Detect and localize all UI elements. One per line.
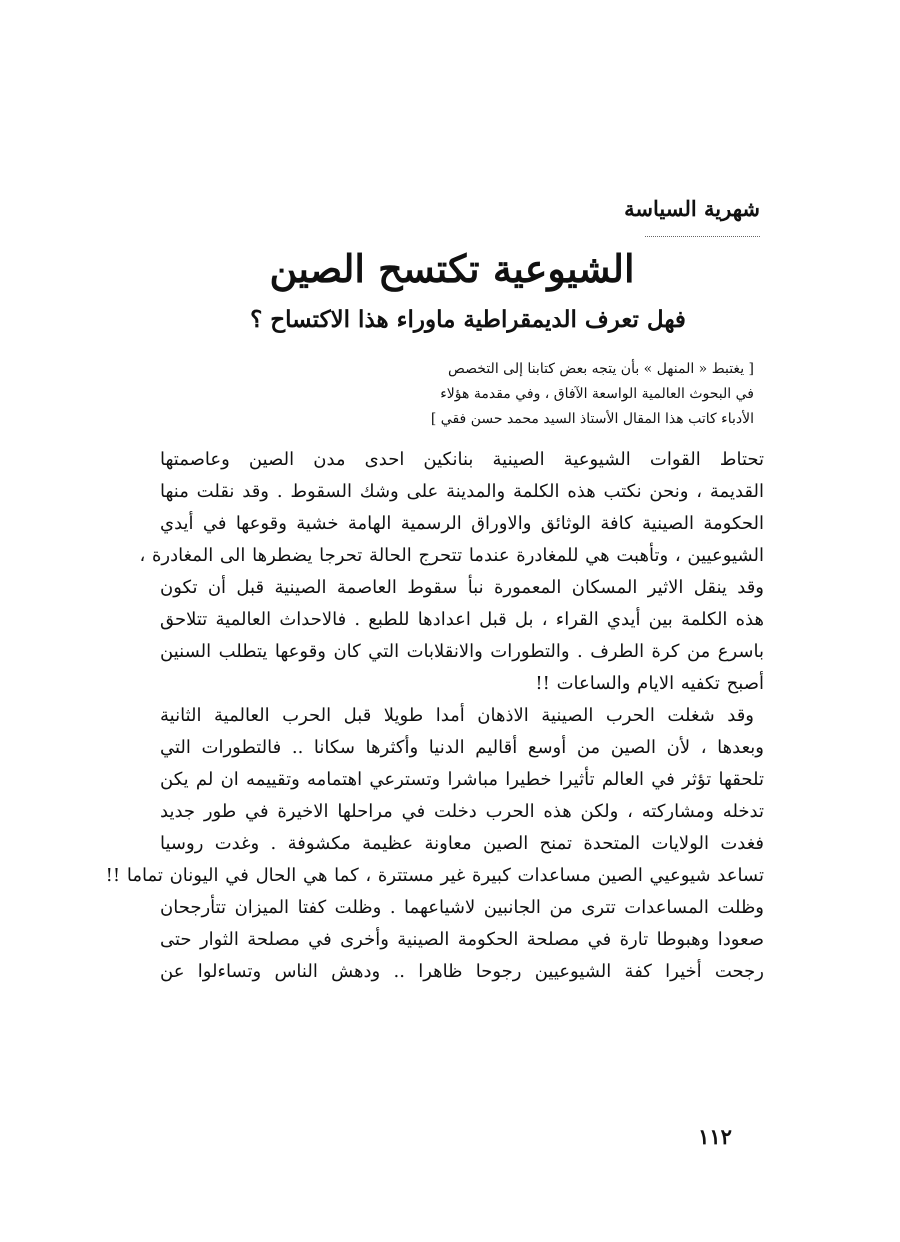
body-line: فغدت الولايات المتحدة تمنح الصين معاونة عظيمة مكشوفة . وغدت روسيا (160, 833, 764, 854)
body-line: تدخله ومشاركته ، ولكن هذه الحرب دخلت في مراحلها الاخيرة في طور جديد (160, 801, 764, 822)
body-line: وقد ينقل الاثير المسكان المعمورة نبأ سقوط العاصمة الصينية قبل أن تكون (160, 577, 764, 598)
article-subheadline: فهل تعرف الديمقراطية ماوراء هذا الاكتساح ؟ (250, 306, 686, 333)
editor-note-line: [ يغتبط « المنهل » بأن يتجه بعض كتابنا إلى التخصص (448, 361, 754, 377)
page-number: ١١٢ (698, 1124, 732, 1149)
body-line: تساعد شيوعيي الصين مساعدات كبيرة غير مستترة ، كما هي الحال في اليونان تماما !! (105, 865, 764, 886)
section-label: شهرية السياسة (624, 196, 760, 221)
body-line: وقد شغلت الحرب الصينية الاذهان أمدا طويلا قبل الحرب العالمية الثانية (160, 705, 754, 726)
article-body (105, 444, 764, 988)
body-line: الحكومة الصينية كافة الوثائق والاوراق الرسمية الهامة خشية وقوعها في أيدي (160, 513, 764, 534)
body-line: القديمة ، ونحن نكتب هذه الكلمة والمدينة على وشك السقوط . وقد نقلت منها (160, 481, 764, 502)
body-line: أصبح تكفيه الايام والساعات !! (535, 673, 764, 694)
body-line: الشيوعيين ، وتأهبت هي للمغادرة عندما تتحرج الحالة تحرجا يضطرها الى المغادرة ، (139, 545, 764, 566)
body-line: باسرع من كرة الطرف . والتطورات والانقلابات التي كان وقوعها يتطلب السنين (160, 641, 764, 662)
body-line: وظلت المساعدات تترى من الجانبين لاشياعهما . وظلت كفتا الميزان تتأرجحان (160, 897, 764, 918)
body-line: تلحقها تؤثر في العالم تأثيرا خطيرا مباشرا وتسترعي اهتمامه وتقييمه ان لم يكن (160, 769, 764, 790)
editor-note-line: الأدباء كاتب هذا المقال الأستاذ السيد محمد حسن فقي ] (430, 411, 754, 427)
editor-note (190, 357, 754, 432)
article-headline: الشيوعية تكتسح الصين (269, 246, 635, 291)
body-line: وبعدها ، لأن الصين من أوسع أقاليم الدنيا وأكثرها سكانا .. فالتطورات التي (160, 737, 764, 758)
body-line: تحتاط القوات الشيوعية الصينية بنانكين احدى مدن الصين وعاصمتها (160, 449, 764, 470)
section-rule-divider (645, 236, 760, 237)
editor-note-line: في البحوث العالمية الواسعة الآفاق ، وفي مقدمة هؤلاء (440, 386, 754, 402)
body-line: هذه الكلمة بين أيدي القراء ، بل قبل اعدادها للطبع . فالاحداث العالمية تتلاحق (160, 609, 764, 630)
body-line: صعودا وهبوطا تارة في مصلحة الحكومة الصينية وأخرى في مصلحة الثوار حتى (160, 929, 764, 950)
body-line: رجحت أخيرا كفة الشيوعيين رجوحا ظاهرا .. ودهش الناس وتساءلوا عن (160, 961, 764, 982)
